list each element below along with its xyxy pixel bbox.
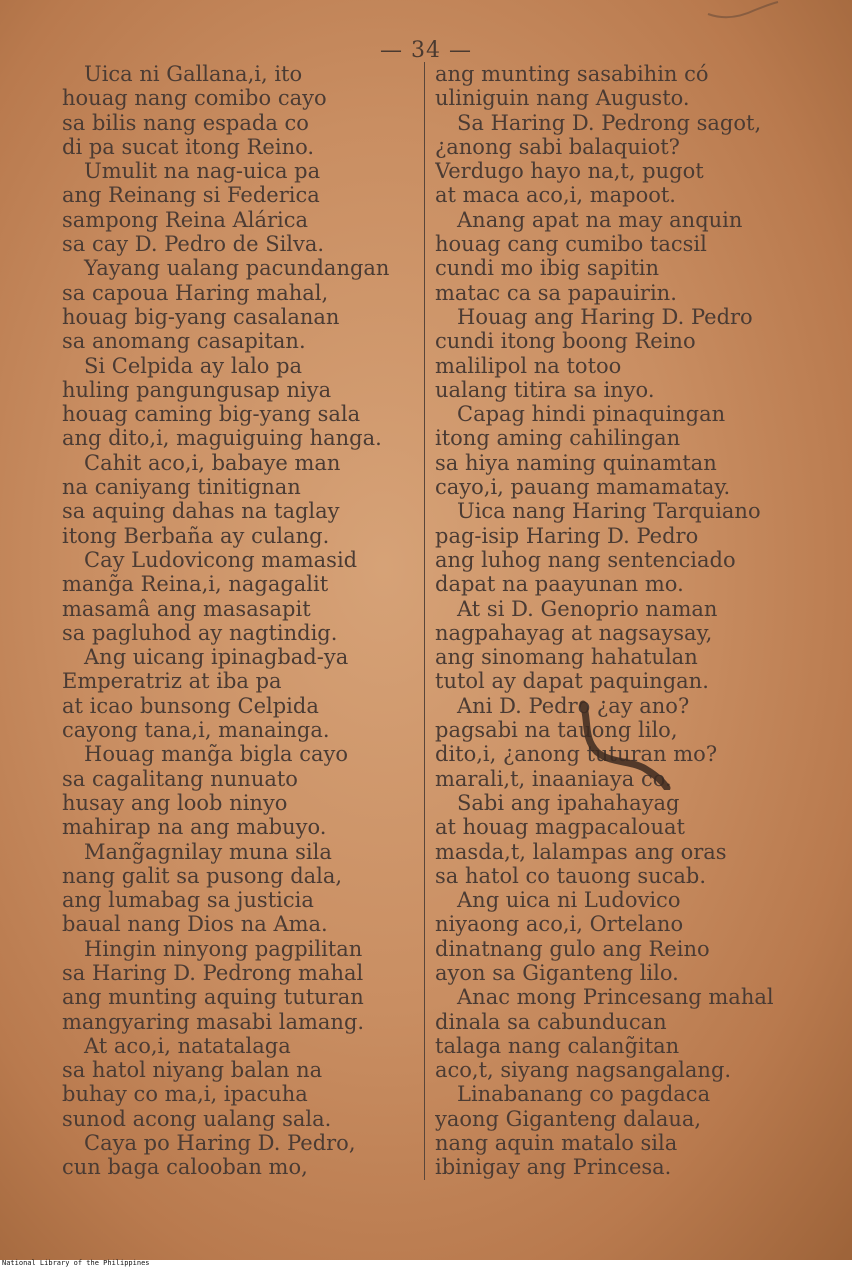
verse-line: sa pagluhod ay nagtindig. xyxy=(62,620,338,645)
verse-line: ang luhog nang sentenciado xyxy=(435,547,736,572)
verse-line: Sa Haring D. Pedrong sagot, xyxy=(457,110,762,135)
verse-line: mahirap na ang mabuyo. xyxy=(62,815,327,840)
verse-line: at icao bunsong Celpida xyxy=(62,693,319,718)
verse-line: at maca aco,i, mapoot. xyxy=(435,183,676,208)
verse-line: huling pangungusap niya xyxy=(62,377,332,402)
verse-line: cundi itong boong Reino xyxy=(435,329,696,354)
verse-line: Houag ang Haring D. Pedro xyxy=(457,304,753,329)
verse-line: Uica ni Gallana,i, ito xyxy=(84,62,303,86)
verse-line: dinatnang gulo ang Reino xyxy=(435,936,710,961)
verse-line: ang lumabag sa justicia xyxy=(62,888,314,913)
verse-line: cundi mo ibig sapitin xyxy=(435,256,660,281)
verse-line: cayo,i, pauang mamamatay. xyxy=(435,475,731,500)
verse-line: sa hiya naming quinamtan xyxy=(435,450,717,475)
verse-line: Umulit na nag-uica pa xyxy=(84,159,321,184)
verse-line: houag nang comibo cayo xyxy=(62,86,327,111)
verse-line: husay ang loob ninyo xyxy=(62,790,288,815)
verse-line: at houag magpacalouat xyxy=(435,815,685,840)
verse-line: tutol ay dapat paquingan. xyxy=(435,669,709,694)
verse-line: dinala sa cabunducan xyxy=(435,1009,667,1034)
verse-line: marali,t, inaaniaya co. xyxy=(435,766,672,791)
verse-line: baual nang Dios na Ama. xyxy=(62,912,328,937)
verse-line: sa cagalitang nunuato xyxy=(62,766,298,791)
verse-line: sa aquing dahas na taglay xyxy=(62,499,340,524)
verse-line: sa Haring D. Pedrong mahal xyxy=(62,960,364,985)
verse-line: ibinigay ang Princesa. xyxy=(435,1155,672,1180)
verse-line: Cahit aco,i, babaye man xyxy=(84,450,341,475)
verse-line: ang dito,i, maguiguing hanga. xyxy=(62,426,382,451)
paper-tear xyxy=(575,700,675,790)
verse-line: dito,i, ¿anong tuturan mo? xyxy=(435,742,718,767)
verse-line: Si Celpida ay lalo pa xyxy=(84,353,303,378)
verse-line: ang Reinang si Federica xyxy=(62,183,320,208)
verse-line: Caya po Haring D. Pedro, xyxy=(84,1131,356,1156)
verse-line: nang galit sa pusong dala, xyxy=(62,863,343,888)
verse-line: itong aming cahilingan xyxy=(435,426,681,451)
verse-line: Hingin ninyong pagpilitan xyxy=(84,936,363,961)
verse-line: niyaong aco,i, Ortelano xyxy=(435,912,684,937)
verse-line: ualang titira sa inyo. xyxy=(435,377,655,402)
corner-ink-mark xyxy=(700,0,780,30)
verse-line: At si D. Genoprio naman xyxy=(457,596,718,621)
verse-line: sa hatol co tauong sucab. xyxy=(435,863,707,888)
left-column xyxy=(62,62,418,1180)
verse-line: sa anomang casapitan. xyxy=(62,329,306,354)
verse-line: Mang̃agnilay muna sila xyxy=(84,839,332,864)
verse-line: talaga nang calang̃itan xyxy=(435,1033,680,1058)
verse-line: Anac mong Princesang mahal xyxy=(457,985,774,1010)
verse-line: itong Berbaña ay culang. xyxy=(62,523,330,548)
verse-line: Sabi ang ipahahayag xyxy=(457,790,680,815)
verse-line: sa capoua Haring mahal, xyxy=(62,280,329,305)
verse-line: aco,t, siyang nagsangalang. xyxy=(435,1058,732,1083)
page-number: — 34 — xyxy=(380,38,472,63)
verse-line: sa cay D. Pedro de Silva. xyxy=(62,232,325,257)
verse-line: masamâ ang masasapit xyxy=(62,596,311,621)
verse-line: pagsabi na tauong lilo, xyxy=(435,718,678,743)
verse-line: ang munting sasabihin có xyxy=(435,62,709,86)
verse-line: cun baga calooban mo, xyxy=(62,1155,308,1180)
verse-line: na caniyang tinitignan xyxy=(62,475,301,500)
verse-line: nagpahayag at nagsaysay, xyxy=(435,620,713,645)
right-column xyxy=(424,62,807,1180)
verse-line: Houag mang̃a bigla cayo xyxy=(84,742,349,767)
verse-line: di pa sucat itong Reino. xyxy=(62,134,315,159)
verse-line: matac ca sa papauirin. xyxy=(435,280,677,305)
scan-footer xyxy=(0,1260,852,1268)
verse-line: Ang uica ni Ludovico xyxy=(457,888,681,913)
verse-line: Verdugo hayo na,t, pugot xyxy=(435,159,704,184)
verse-line: houag caming big-yang sala xyxy=(62,402,361,427)
verse-line: Capag hindi pinaquingan xyxy=(457,402,726,427)
verse-line: mang̃a Reina,i, nagagalit xyxy=(62,572,329,597)
verse-line: sampong Reina Alárica xyxy=(62,207,309,232)
verse-line: houag big-yang casalanan xyxy=(62,304,340,329)
verse-line: sa bilis nang espada co xyxy=(62,110,309,135)
verse-line: pag-isip Haring D. Pedro xyxy=(435,523,699,548)
verse-line: nang aquin matalo sila xyxy=(435,1131,678,1156)
verse-line: Emperatriz at iba pa xyxy=(62,669,282,694)
verse-line: Cay Ludovicong mamasid xyxy=(84,547,358,572)
verse-line: Uica nang Haring Tarquiano xyxy=(457,499,761,524)
verse-line: dapat na paayunan mo. xyxy=(435,572,684,597)
verse-line: sa hatol niyang balan na xyxy=(62,1058,323,1083)
verse-line: sunod acong ualang sala. xyxy=(62,1106,332,1131)
verse-line: malilipol na totoo xyxy=(435,353,622,378)
library-credit: National Library of the Philippines xyxy=(2,1259,150,1267)
verse-line: At aco,i, natatalaga xyxy=(84,1033,291,1058)
verse-line: Ang uicang ipinagbad-ya xyxy=(84,645,349,670)
verse-line: Anang apat na may anquin xyxy=(457,207,743,232)
verse-line: Yayang ualang pacundangan xyxy=(84,256,390,281)
verse-line: masda,t, lalampas ang oras xyxy=(435,839,727,864)
verse-line: cayong tana,i, manainga. xyxy=(62,718,330,743)
verse-line: ayon sa Giganteng lilo. xyxy=(435,960,679,985)
verse-line: uliniguin nang Augusto. xyxy=(435,86,690,111)
verse-line: Linabanang co pagdaca xyxy=(457,1082,711,1107)
verse-line: houag cang cumibo tacsil xyxy=(435,232,707,257)
verse-line: ang munting aquing tuturan xyxy=(62,985,364,1010)
verse-line: yaong Giganteng dalaua, xyxy=(435,1106,702,1131)
verse-line: mangyaring masabi lamang. xyxy=(62,1009,365,1034)
verse-line: ¿anong sabi balaquiot? xyxy=(435,134,680,159)
verse-line: ang sinomang hahatulan xyxy=(435,645,698,670)
verse-line: buhay co ma,i, ipacuha xyxy=(62,1082,308,1107)
verse-line: Ani D. Pedro ¿ay ano? xyxy=(457,693,690,718)
